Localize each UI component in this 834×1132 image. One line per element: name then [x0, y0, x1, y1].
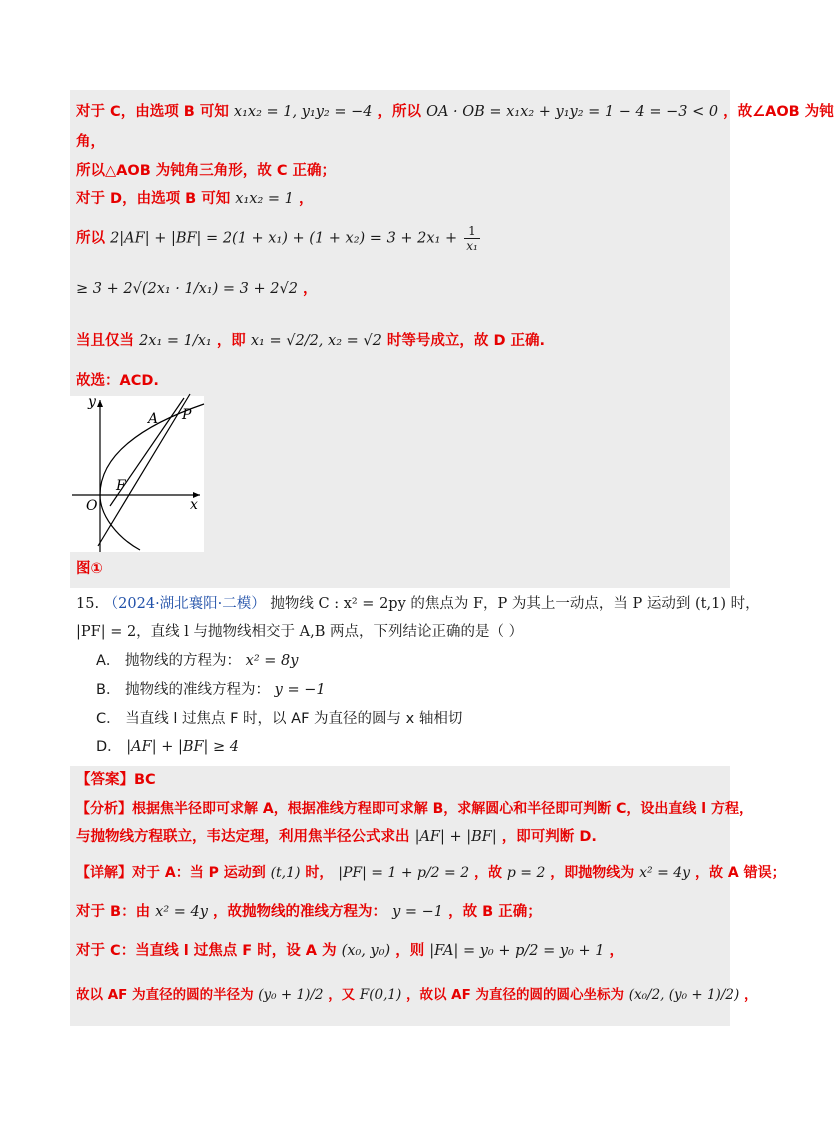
- text: 所以: [76, 230, 105, 247]
- question-stem-line1: [76, 593, 760, 615]
- parabola-figure: [70, 396, 204, 552]
- option-text: 当直线 l 过焦点 F 时，以 AF 为直径的圆与 x 轴相切: [125, 711, 463, 727]
- text: ，: [303, 281, 318, 297]
- answer-line: 故选：ACD.: [76, 373, 159, 389]
- math: |FA| = y₀ + p/2 = y₀ + 1: [429, 943, 605, 959]
- text: 对于 C，由选项 B 可知: [76, 104, 229, 120]
- math: x₁x₂ = 1: [235, 191, 294, 207]
- option-math: y = −1: [274, 682, 326, 698]
- question-stem-line2: |PF| = 2，直线 l 与抛物线相交于 A,B 两点，下列结论正确的是（ ）: [76, 624, 524, 640]
- text: ，故 A 错误；: [694, 865, 786, 881]
- math: x² = 4y: [155, 904, 208, 920]
- solution-c-line1: [76, 101, 834, 123]
- math: p = 2: [506, 865, 546, 881]
- figure-caption: 图①: [76, 561, 103, 577]
- label-a: A: [148, 411, 159, 427]
- text: ，: [298, 191, 314, 207]
- text: ，故: [474, 865, 503, 881]
- detail-b: [76, 901, 542, 923]
- analysis-line1: 【分析】根据焦半径即可求解 A，根据准线方程即可求解 B，求解圆心和半径即可判断 C，设出直线 l 方程，: [76, 801, 753, 817]
- text: 时等号成立，故 D 正确.: [386, 333, 546, 349]
- option-math: |AF| + |BF| ≥ 4: [126, 739, 240, 755]
- analysis-line2: [76, 826, 597, 848]
- text: ，故 B 正确；: [448, 904, 542, 920]
- solution-d-line2: [76, 224, 482, 253]
- label-p: P: [182, 407, 192, 423]
- question-source: （2024·湖北襄阳·二模）: [103, 596, 266, 612]
- denominator: x₁: [466, 239, 478, 253]
- question-number: 15.: [76, 596, 100, 612]
- math: x₁ = √2/2, x₂ = √2: [250, 333, 382, 349]
- text: ，即抛物线为: [550, 865, 635, 881]
- option-b: [96, 679, 326, 701]
- math: x₁x₂ = 1, y₁y₂ = −4: [233, 104, 373, 120]
- text: 故以 AF 为直径的圆的半径为: [76, 987, 254, 1003]
- solution-c-line3: 所以△AOB 为钝角三角形，故 C 正确；: [76, 163, 337, 179]
- text: 对于 C：当直线 l 过焦点 F 时，设 A 为: [76, 943, 337, 959]
- math-vector-dot: OA · OB = x₁x₂ + y₁y₂ = 1 − 4 = −3 < 0: [426, 104, 719, 120]
- text: ，: [743, 987, 758, 1003]
- math: ≥ 3 + 2√(2x₁ · 1/x₁) = 3 + 2√2: [76, 281, 298, 297]
- solution-d-line3: [76, 278, 318, 300]
- option-c: [96, 708, 462, 730]
- text: ，故以 AF 为直径的圆的圆心坐标为: [405, 987, 625, 1003]
- detail-a: [76, 862, 786, 884]
- text: ，即: [216, 333, 246, 349]
- text: 对于 B：由: [76, 904, 151, 920]
- option-a: [96, 650, 298, 672]
- text: 与抛物线方程联立，韦达定理，利用焦半径公式求出: [76, 829, 410, 845]
- text: ，即可判断 D.: [501, 829, 597, 845]
- solution-d-line4: [76, 330, 545, 352]
- math: (x₀, y₀): [341, 943, 391, 959]
- option-label: D．: [96, 739, 122, 755]
- text: 【详解】对于 A：当 P 运动到: [76, 865, 266, 881]
- numerator: 1: [464, 224, 480, 239]
- math: (x₀/2, (y₀ + 1)/2): [628, 987, 740, 1003]
- math: F(0,1): [359, 987, 402, 1003]
- math: (t,1): [270, 865, 301, 881]
- text: 对于 D，由选项 B 可知: [76, 191, 231, 207]
- label-o: O: [86, 498, 98, 514]
- math: |PF| = 1 + p/2 = 2: [338, 865, 470, 881]
- text: ，: [609, 943, 624, 959]
- label-x: x: [190, 497, 198, 513]
- math: x² = 4y: [639, 865, 691, 881]
- text: ，又: [328, 987, 356, 1003]
- solution-c-line2: 角，: [76, 134, 105, 150]
- text: 当且仅当: [76, 333, 134, 349]
- math: (y₀ + 1)/2: [258, 987, 324, 1003]
- math: 2x₁ = 1/x₁: [139, 333, 212, 349]
- math: 2|AF| + |BF| = 2(1 + x₁) + (1 + x₂) = 3 + 2x₁ +: [110, 230, 458, 247]
- question-stem: 抛物线 C : x² = 2py 的焦点为 F，P 为其上一动点，当 P 运动到 (t,1) 时，: [270, 596, 760, 612]
- option-label: A．: [96, 653, 121, 669]
- option-d: [96, 736, 239, 758]
- fraction: [464, 224, 480, 253]
- text: ，故∠AOB 为钝: [723, 104, 834, 120]
- option-math: x² = 8y: [245, 653, 299, 669]
- answer-tag: 【答案】BC: [76, 772, 156, 788]
- detail-c2: [76, 984, 757, 1006]
- math: |AF| + |BF|: [414, 829, 497, 845]
- text: ，所以: [377, 104, 422, 120]
- text: ，故抛物线的准线方程为：: [213, 904, 388, 920]
- label-f: F: [116, 478, 126, 494]
- option-label: C．: [96, 711, 121, 727]
- text: 时，: [305, 865, 334, 881]
- option-text: 抛物线的方程为：: [125, 653, 242, 669]
- solution-d-line1: [76, 188, 313, 210]
- detail-c: [76, 940, 624, 962]
- text: ，则: [395, 943, 425, 959]
- label-y: y: [88, 394, 96, 410]
- option-label: B．: [96, 682, 121, 698]
- math: y = −1: [392, 904, 444, 920]
- option-text: 抛物线的准线方程为：: [125, 682, 271, 698]
